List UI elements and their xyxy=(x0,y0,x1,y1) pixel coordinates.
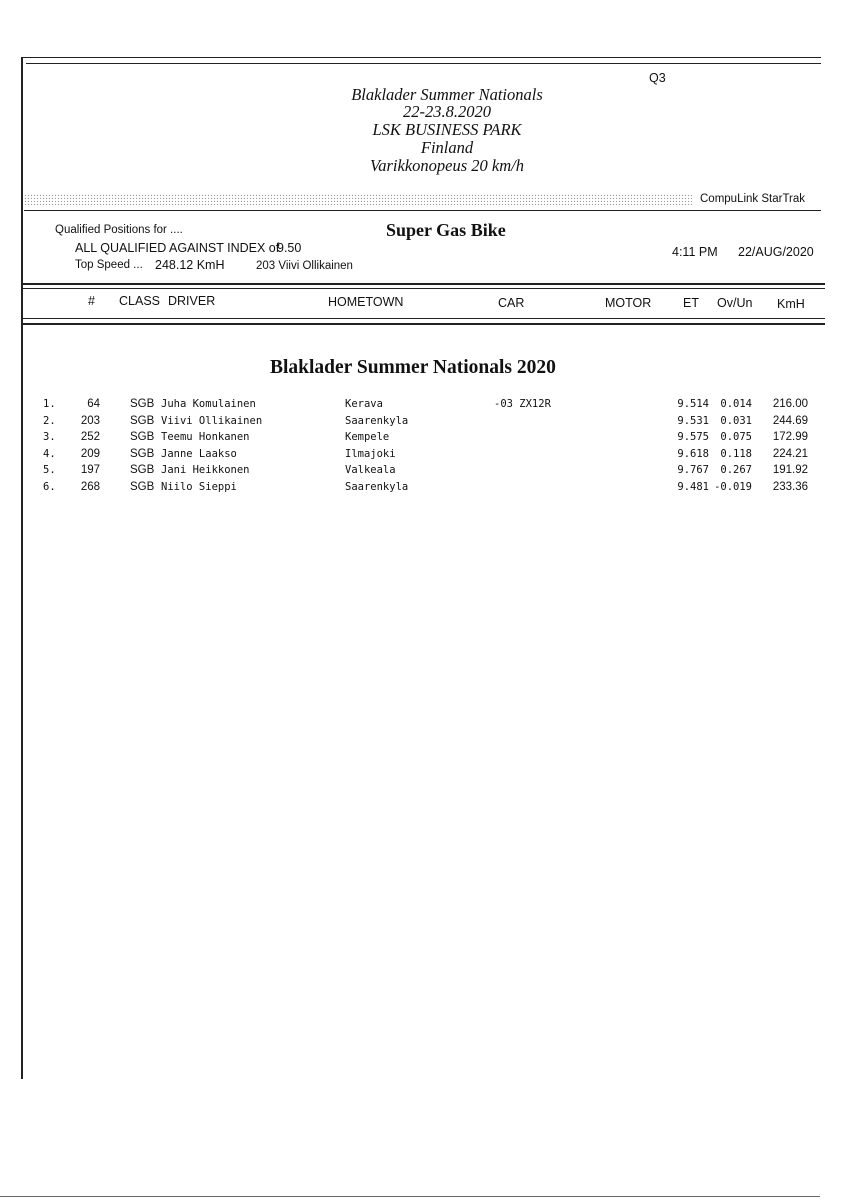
ovun-cell: 0.075 xyxy=(720,431,752,443)
page-frame-left xyxy=(21,57,23,1079)
col-kmh: KmH xyxy=(777,297,805,311)
driver-cell: Teemu Honkanen xyxy=(161,431,250,443)
bottom-rule xyxy=(0,1196,820,1197)
top-rule-inner xyxy=(26,63,821,64)
number-cell: 203 xyxy=(80,414,100,427)
et-cell: 9.481 xyxy=(677,480,709,493)
kmh-cell: 191.92 xyxy=(772,464,808,476)
band-rule xyxy=(24,210,821,211)
event-venue: LSK BUSINESS PARK xyxy=(372,120,522,139)
report-time: 4:11 PM xyxy=(672,245,718,259)
et-cell: 9.514 xyxy=(677,398,709,410)
table-row xyxy=(0,415,848,432)
header-rule-bottom-2 xyxy=(21,323,825,325)
col-motor: MOTOR xyxy=(605,296,652,310)
pos-cell: 2. xyxy=(43,414,56,427)
et-cell: 9.575 xyxy=(677,431,709,443)
class-cell: SGB xyxy=(130,447,155,460)
pos-cell: 4. xyxy=(43,447,56,460)
hometown-cell: Kerava xyxy=(345,398,383,410)
kmh-cell: 172.99 xyxy=(772,431,808,443)
class-cell: SGB xyxy=(130,398,155,410)
session-label: Q3 xyxy=(649,71,666,85)
report-date: 22/AUG/2020 xyxy=(738,245,814,259)
top-speed-label: Top Speed ... xyxy=(75,259,143,271)
hometown-cell: Saarenkyla xyxy=(345,480,409,493)
top-rule xyxy=(21,57,821,58)
header-rule-top-2 xyxy=(21,288,825,289)
driver-cell: Janne Laakso xyxy=(161,447,237,460)
number-cell: 197 xyxy=(80,464,100,476)
hometown-cell: Valkeala xyxy=(345,464,396,476)
number-cell: 268 xyxy=(80,480,100,493)
hometown-cell: Ilmajoki xyxy=(345,447,396,460)
driver-cell: Jani Heikkonen xyxy=(161,464,250,476)
ovun-cell: 0.014 xyxy=(720,398,752,410)
hometown-cell: Kempele xyxy=(345,431,390,443)
ovun-cell: 0.267 xyxy=(720,464,752,476)
system-label: CompuLink StarTrak xyxy=(700,193,806,205)
ovun-cell: 0.031 xyxy=(720,414,752,427)
driver-cell: Viivi Ollikainen xyxy=(161,414,263,427)
pos-cell: 3. xyxy=(43,431,56,443)
number-cell: 252 xyxy=(80,431,100,443)
ovun-cell: -0.019 xyxy=(714,480,752,493)
event-country: Finland xyxy=(420,138,474,157)
kmh-cell: 244.69 xyxy=(772,414,808,427)
driver-cell: Juha Komulainen xyxy=(161,398,256,410)
class-title: Super Gas Bike xyxy=(386,220,506,240)
table-row xyxy=(0,398,848,415)
dotted-band xyxy=(24,194,692,205)
pos-cell: 5. xyxy=(43,464,56,476)
class-cell: SGB xyxy=(130,414,155,427)
number-cell: 209 xyxy=(80,447,100,460)
pos-cell: 6. xyxy=(43,480,56,493)
results-title: Blaklader Summer Nationals 2020 xyxy=(270,357,556,378)
top-speed-value: 248.12 KmH xyxy=(155,258,225,272)
pos-cell: 1. xyxy=(43,398,56,410)
hometown-cell: Saarenkyla xyxy=(345,414,409,427)
col-hometown: HOMETOWN xyxy=(328,295,404,309)
event-pit-speed: Varikkonopeus 20 km/h xyxy=(370,156,524,175)
col-driver: DRIVER xyxy=(168,294,216,308)
driver-cell: Niilo Sieppi xyxy=(161,480,237,493)
class-cell: SGB xyxy=(130,480,155,493)
car-cell: -03 ZX12R xyxy=(494,398,551,410)
table-row xyxy=(0,481,848,498)
et-cell: 9.618 xyxy=(677,447,709,460)
col-ovun: Ov/Un xyxy=(717,296,753,310)
number-cell: 64 xyxy=(87,398,100,410)
col-class: CLASS xyxy=(119,294,160,308)
kmh-cell: 216.00 xyxy=(772,398,808,410)
table-row xyxy=(0,464,848,481)
qualified-positions-label: Qualified Positions for .... xyxy=(55,224,183,236)
class-cell: SGB xyxy=(130,464,155,476)
class-cell: SGB xyxy=(130,431,155,443)
kmh-cell: 233.36 xyxy=(772,480,808,493)
col-car: CAR xyxy=(498,296,525,310)
table-row xyxy=(0,448,848,465)
table-row xyxy=(0,431,848,448)
event-dates: 22-23.8.2020 xyxy=(403,102,491,121)
et-cell: 9.531 xyxy=(677,414,709,427)
event-name: Blaklader Summer Nationals xyxy=(351,85,543,104)
header-rule-top xyxy=(21,283,825,285)
ovun-cell: 0.118 xyxy=(720,447,752,460)
kmh-cell: 224.21 xyxy=(772,447,808,460)
col-number: # xyxy=(88,294,95,308)
top-speed-entry: 203 Viivi Ollikainen xyxy=(256,260,353,272)
et-cell: 9.767 xyxy=(677,464,709,476)
header-rule-bottom xyxy=(21,318,825,319)
index-label: ALL QUALIFIED AGAINST INDEX of xyxy=(75,241,280,255)
index-value: 9.50 xyxy=(277,241,302,255)
col-et: ET xyxy=(683,296,699,310)
